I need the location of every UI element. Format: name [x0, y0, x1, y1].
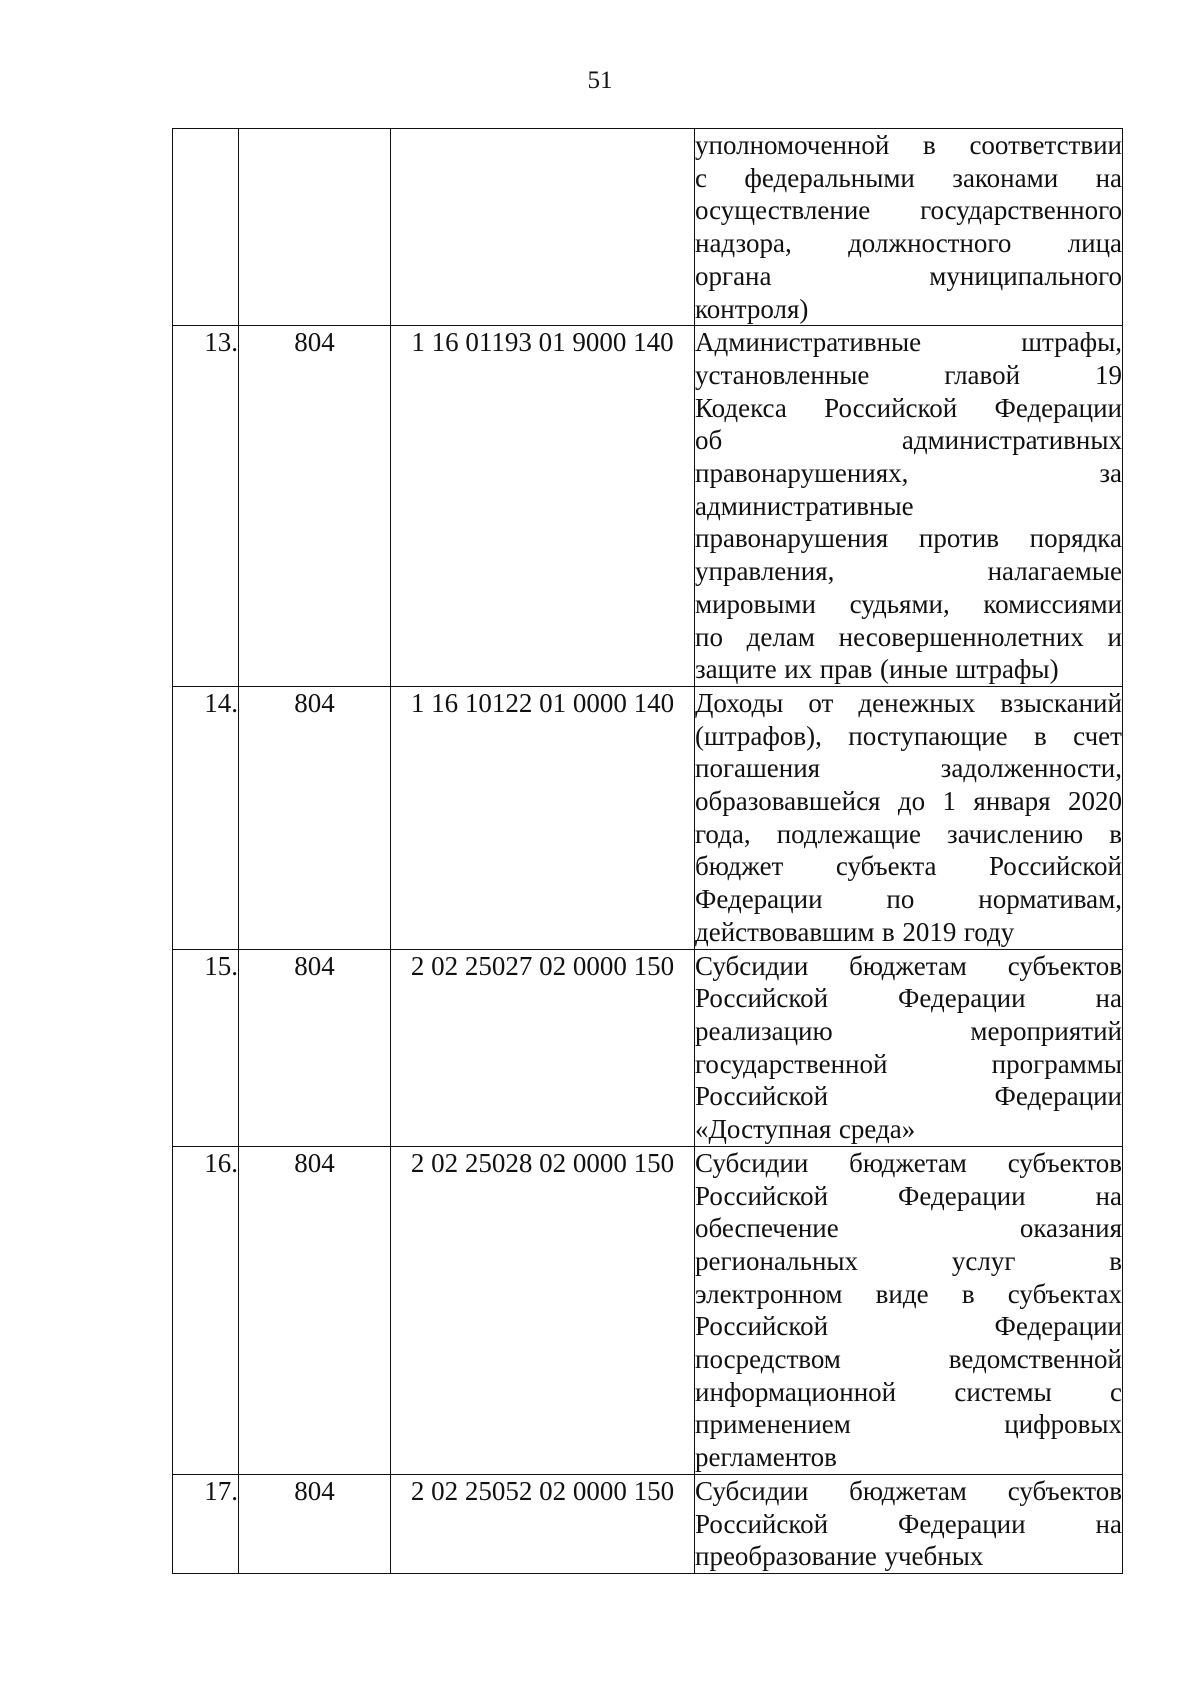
word: на [1095, 1180, 1122, 1211]
text-line [695, 1015, 1122, 1048]
word: мировыми [695, 588, 816, 619]
text-line [695, 1048, 1122, 1081]
word: (штрафов), [695, 720, 822, 751]
table-row [173, 949, 1123, 1146]
budget-code-cell: 1 16 10122 01 0000 140 [391, 686, 695, 949]
text-line [695, 1310, 1122, 1343]
word: Субсидии [695, 1147, 809, 1178]
word: Российской [695, 983, 829, 1014]
word: субъектов [1007, 1475, 1122, 1506]
table-row [173, 326, 1123, 687]
text-line [695, 457, 1122, 490]
word: по [695, 621, 723, 652]
word: года, [695, 818, 751, 849]
text-line [695, 227, 1122, 260]
text-line [695, 1540, 1122, 1573]
word: среда» [838, 1114, 916, 1145]
word: поступающие [848, 720, 1008, 751]
text-line [695, 424, 1122, 457]
word: Федерации [898, 1180, 1026, 1211]
word: 2020 [1067, 786, 1122, 817]
word: Российской [695, 1311, 829, 1342]
word: бюджет [695, 851, 784, 882]
admin-code-cell: 804 [239, 949, 391, 1146]
text-line [695, 785, 1122, 818]
word: штрафы) [955, 654, 1059, 685]
budget-code-cell: 2 02 25028 02 0000 150 [391, 1146, 695, 1474]
page-number: 51 [587, 67, 613, 94]
word: взысканий [1000, 687, 1122, 718]
word: государственного [920, 195, 1122, 226]
text-line [695, 1408, 1122, 1441]
budget-code-cell: 2 02 25027 02 0000 150 [391, 949, 695, 1146]
word: субъектов [1007, 1147, 1122, 1178]
revenue-name-cell [695, 1474, 1123, 1573]
text-line [695, 850, 1122, 883]
text-line [695, 818, 1122, 851]
word: Кодекса [695, 392, 787, 423]
word: за [1099, 458, 1122, 489]
text-line [695, 1113, 1122, 1146]
text-line [695, 883, 1122, 916]
word: управления, [695, 556, 835, 587]
word: несовершеннолетних [838, 621, 1084, 652]
word: на [1095, 1508, 1122, 1539]
text-line [695, 1180, 1122, 1213]
text-line [695, 260, 1122, 293]
text-line [695, 653, 1122, 686]
text-line [695, 982, 1122, 1015]
word: Федерации [994, 1081, 1122, 1112]
row-number-cell: 16. [173, 1146, 239, 1474]
word: в [961, 1278, 975, 1309]
word: января [973, 786, 1051, 817]
word: соответствии [969, 130, 1122, 160]
revenue-name-cell [695, 949, 1123, 1146]
word: денежных [858, 687, 976, 718]
word: (иные [879, 654, 948, 685]
word: году [963, 916, 1015, 947]
text-line [695, 326, 1122, 359]
word: учебных [884, 1541, 984, 1572]
text-line [695, 293, 1122, 326]
text-line [695, 1212, 1122, 1245]
budget-code-cell: 1 16 01193 01 9000 140 [391, 326, 695, 687]
text-line [695, 950, 1122, 983]
word: в [1109, 818, 1122, 849]
admin-code-cell [239, 129, 391, 326]
text-line [695, 1475, 1122, 1508]
word: административных [901, 425, 1122, 456]
word: Субсидии [695, 950, 809, 981]
table-row [173, 129, 1123, 326]
word: электронном [695, 1278, 843, 1309]
word: Российской [695, 1508, 829, 1539]
row-number-cell [173, 129, 239, 326]
text-line [695, 1080, 1122, 1113]
word: системы [954, 1376, 1052, 1407]
word: ведомственной [948, 1344, 1122, 1375]
word: посредством [695, 1344, 841, 1375]
word: 19 [1094, 359, 1122, 390]
word: против [918, 523, 999, 554]
word: оказания [1019, 1213, 1122, 1244]
row-number-cell: 15. [173, 949, 239, 1146]
word: Федерации [695, 884, 823, 915]
word: Федерации [898, 1508, 1026, 1539]
word: 1 [942, 786, 957, 817]
word: судьями, [849, 588, 950, 619]
word: мероприятий [970, 1015, 1122, 1046]
word: в [1109, 1245, 1122, 1276]
text-line [695, 621, 1122, 654]
word: государственной [695, 1048, 888, 1079]
table-row [173, 1474, 1123, 1573]
word: 2019 [902, 916, 957, 947]
word: информационной [695, 1376, 897, 1407]
admin-code-cell: 804 [239, 1474, 391, 1573]
word: бюджетам [849, 1147, 967, 1178]
word: штрафы, [1021, 327, 1122, 358]
row-number-cell: 14. [173, 686, 239, 949]
text-line [695, 1508, 1122, 1541]
word: контроля) [695, 293, 809, 324]
word: об [695, 425, 723, 456]
word: Административные [695, 327, 922, 358]
text-line [695, 1147, 1122, 1180]
budget-code-cell: 2 02 25052 02 0000 150 [391, 1474, 695, 1573]
word: обеспечение [695, 1213, 839, 1244]
word: их [784, 654, 813, 685]
text-line [695, 1376, 1122, 1409]
word: Федерации [898, 983, 1026, 1014]
word: делам [746, 621, 815, 652]
table-row [173, 1146, 1123, 1474]
row-number-cell: 17. [173, 1474, 239, 1573]
word: погашения [695, 753, 821, 784]
word: задолженности, [940, 753, 1122, 784]
word: нормативам, [978, 884, 1122, 915]
word: с [695, 162, 707, 193]
word: Российской [695, 1180, 829, 1211]
word: прав [819, 654, 873, 685]
word: Федерации [994, 1311, 1122, 1342]
text-line [695, 555, 1122, 588]
text-line [695, 490, 1122, 523]
revenue-name-cell [695, 129, 1123, 326]
text-line [695, 392, 1122, 425]
word: налагаемые [987, 556, 1122, 587]
word: зачислению [947, 818, 1084, 849]
budget-code-cell [391, 129, 695, 326]
text-line [695, 588, 1122, 621]
word: Российской [988, 851, 1122, 882]
word: установленные [695, 359, 870, 390]
word: муниципального [929, 260, 1122, 291]
word: применением [695, 1409, 851, 1440]
text-line [695, 752, 1122, 785]
word: по [886, 884, 915, 915]
word: «Доступная [695, 1114, 832, 1145]
word: порядка [1029, 523, 1122, 554]
word: региональных [695, 1245, 859, 1276]
text-line [695, 1441, 1122, 1474]
word: федеральными [744, 162, 915, 193]
word: субъектов [1007, 950, 1122, 981]
word: Доходы [695, 687, 784, 718]
admin-code-cell: 804 [239, 326, 391, 687]
word: на [1095, 983, 1122, 1014]
text-line [695, 359, 1122, 392]
word: регламентов [695, 1442, 837, 1473]
word: главой [944, 359, 1021, 390]
word: бюджетам [849, 1475, 967, 1506]
word: осуществление [695, 195, 871, 226]
text-line [695, 194, 1122, 227]
revenue-name-cell [695, 1146, 1123, 1474]
word: преобразование [695, 1541, 877, 1572]
word: счет [1073, 720, 1122, 751]
text-line [695, 1245, 1122, 1278]
text-line [695, 687, 1122, 720]
word: административные [695, 490, 914, 521]
word: от [808, 687, 834, 718]
word: органа [695, 260, 772, 291]
word: Субсидии [695, 1475, 809, 1506]
word: на [1095, 162, 1122, 193]
word: законами [952, 162, 1059, 193]
word: Российской [695, 1081, 829, 1112]
word: правонарушения [695, 523, 889, 554]
word: с [1110, 1376, 1122, 1407]
word: лица [1067, 228, 1122, 259]
text-line [695, 162, 1122, 195]
word: в [923, 130, 936, 160]
table-row [173, 686, 1123, 949]
word: уполномоченной [695, 130, 890, 160]
text-line [695, 1278, 1122, 1311]
word: программы [991, 1048, 1122, 1079]
word: и [1107, 621, 1122, 652]
word: правонарушениях, [695, 458, 909, 489]
admin-code-cell: 804 [239, 1146, 391, 1474]
revenue-codes-table [172, 128, 1123, 1574]
word: до [897, 786, 926, 817]
word: услуг [951, 1245, 1016, 1276]
text-line [695, 522, 1122, 555]
admin-code-cell: 804 [239, 686, 391, 949]
word: субъекта [835, 851, 937, 882]
text-line [695, 720, 1122, 753]
word: образовавшейся [695, 786, 881, 817]
word: реализацию [695, 1015, 833, 1046]
word: должностного [848, 228, 1012, 259]
text-line [695, 916, 1122, 949]
row-number-cell: 13. [173, 326, 239, 687]
revenue-name-cell [695, 686, 1123, 949]
text-line [695, 129, 1122, 162]
word: субъектах [1007, 1278, 1122, 1309]
word: действовавшим [695, 916, 875, 947]
word: подлежащие [776, 818, 921, 849]
word: защите [695, 654, 777, 685]
word: в [882, 916, 895, 947]
word: комиссиями [983, 588, 1122, 619]
word: в [1034, 720, 1047, 751]
revenue-name-cell [695, 326, 1123, 687]
word: Российской [824, 392, 958, 423]
word: бюджетам [849, 950, 967, 981]
text-line [695, 1343, 1122, 1376]
word: виде [875, 1278, 929, 1309]
word: надзора, [695, 228, 792, 259]
word: Федерации [994, 392, 1122, 423]
word: цифровых [1004, 1409, 1122, 1440]
